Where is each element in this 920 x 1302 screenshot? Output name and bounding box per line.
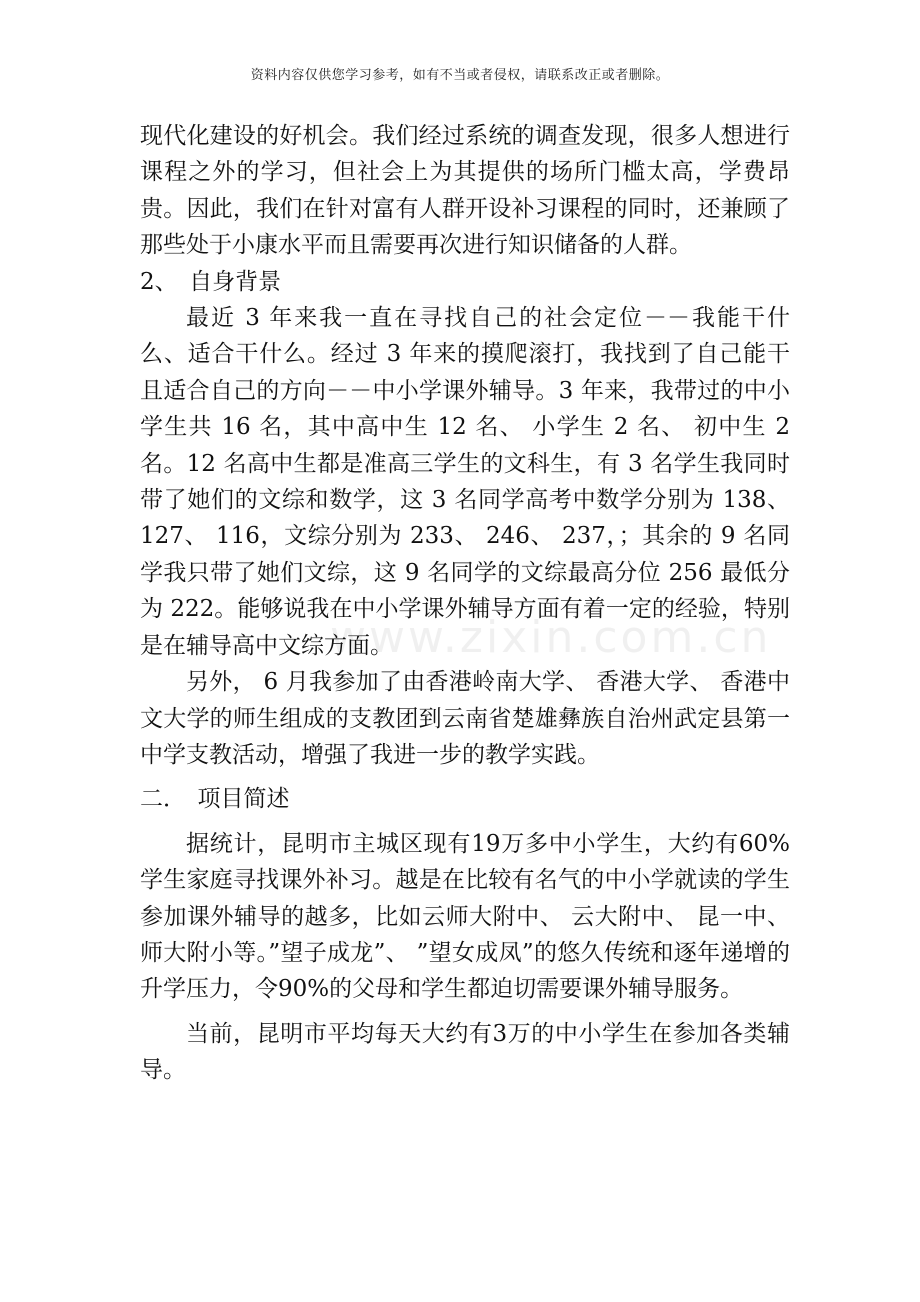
paragraph-current-status: 当前，昆明市平均每天大约有3万的中小学生在参加各类辅导。 (140, 1020, 790, 1084)
watermark: www.zixin.com.cn (330, 612, 772, 663)
page-header-notice: 资料内容仅供您学习参考，如有不当或者侵权，请联系改正或者删除。 (250, 68, 670, 83)
paragraph-volunteer-teaching: 另外， 6 月我参加了由香港岭南大学、 香港大学、 香港中文大学的师生组成的支教团到云南省楚雄彝族自治州武定县第一中学支教活动，增强了我进一步的教学实践。 (140, 669, 790, 768)
section-heading-background: 2、 自身背景 (140, 268, 282, 295)
section-heading-project-overview: 二． 项目简述 (140, 786, 290, 813)
document-body (140, 118, 790, 1089)
paragraph-statistics: 据统计，昆明市主城区现有19万多中小学生，大约有60%学生家庭寻找课外补习。越是在比较有名气的中小学就读的学生参加课外辅导的越多，比如云师大附中、 云大附中、 昆一中、 师大附小等。”望子成龙”、 ”望女成凤”的悠久传统和逐年递增的升学压力，令90%的父母和学生都迫切需要课外辅导服务。 (140, 830, 790, 1003)
paragraph-background: 最近 3 年来我一直在寻找自己的社会定位－－我能干什么、适合干什么。经过 3 年来的摸爬滚打，我找到了自己能干且适合自己的方向－－中小学课外辅导。3 年来，我带过的中小学生共 16 名，其中高中生 12 名、 小学生 2 名、 初中生 2 名。12 名高中生都是准高三学生的文科生，有 3 名学生我同时带了她们的文综和数学，这 3 名同学高考中数学分别为 138、 127、 116，文综分别为 233、 246、 237，；其余的 9 名同学我只带了她们文综，这 9 名同学的文综最高分位 256 最低分为 222。能够说我在中小学课外辅导方面有着一定的经验，特别是在辅导高中文综方面。 (140, 305, 790, 659)
paragraph-intro-continued: 现代化建设的好机会。我们经过系统的调查发现，很多人想进行课程之外的学习，但社会上为其提供的场所门槛太高，学费昂贵。因此，我们在针对富有人群开设补习课程的同时，还兼顾了那些处于小康水平而且需要再次进行知识储备的人群。 (140, 123, 790, 259)
